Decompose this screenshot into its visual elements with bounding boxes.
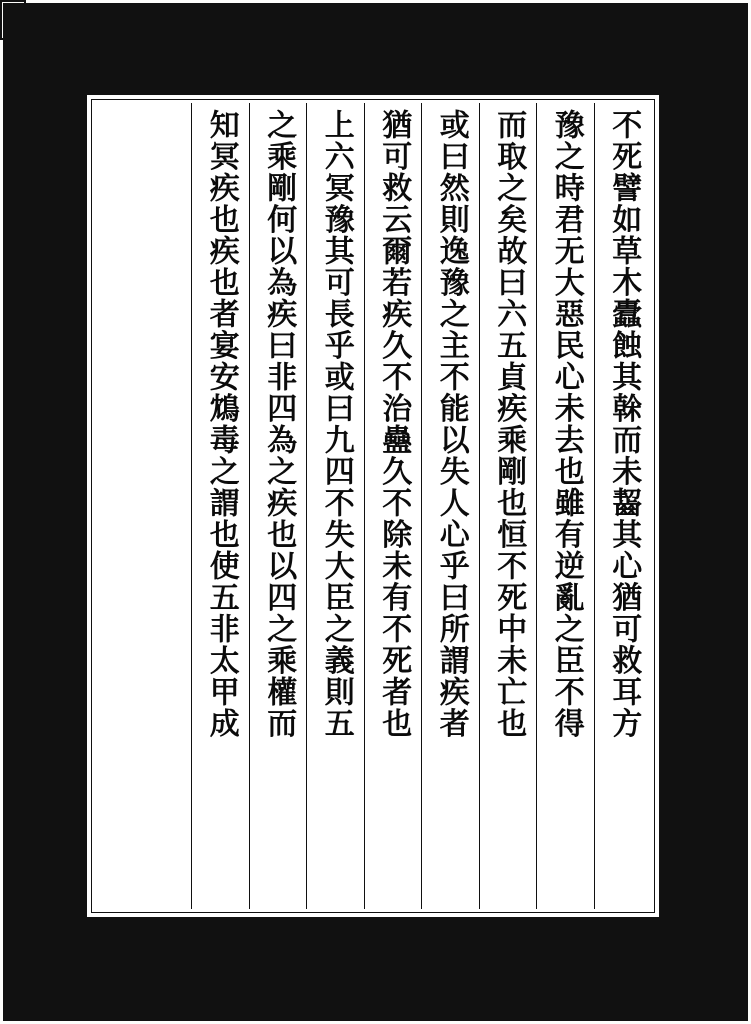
text-column-3	[479, 103, 537, 909]
column-text: 豫之時君无大惡民心未去也雖有逆亂之臣不得	[548, 109, 584, 739]
seal-stamp	[0, 0, 26, 40]
column-text: 而取之矣故曰六五貞疾乘剛也恒不死中未亡也	[491, 109, 527, 739]
column-text: 知冥疾也疾也者宴安鴆毒之謂也使五非太甲成	[203, 109, 239, 739]
text-column-5	[364, 103, 422, 909]
text-column-8	[191, 103, 249, 909]
text-column-6	[306, 103, 364, 909]
column-text: 不死譬如草木蠹蝕其榦而未齧其心猶可救耳方	[606, 109, 642, 739]
text-column-2	[536, 103, 594, 909]
column-text: 上六冥豫其可長乎或曰九四不失大臣之義則五	[318, 109, 354, 739]
column-text: 猶可救云爾若疾久不治蠱久不除未有不死者也	[376, 109, 412, 739]
column-text: 之乘剛何以為疾曰非四為之疾也以四之乘權而	[261, 109, 297, 739]
text-column-4	[421, 103, 479, 909]
text-column-1	[594, 103, 652, 909]
text-column-7	[249, 103, 307, 909]
column-text: 或曰然則逸豫之主不能以失人心乎曰所謂疾者	[433, 109, 469, 739]
text-block-frame	[84, 92, 662, 920]
text-columns	[95, 103, 651, 909]
